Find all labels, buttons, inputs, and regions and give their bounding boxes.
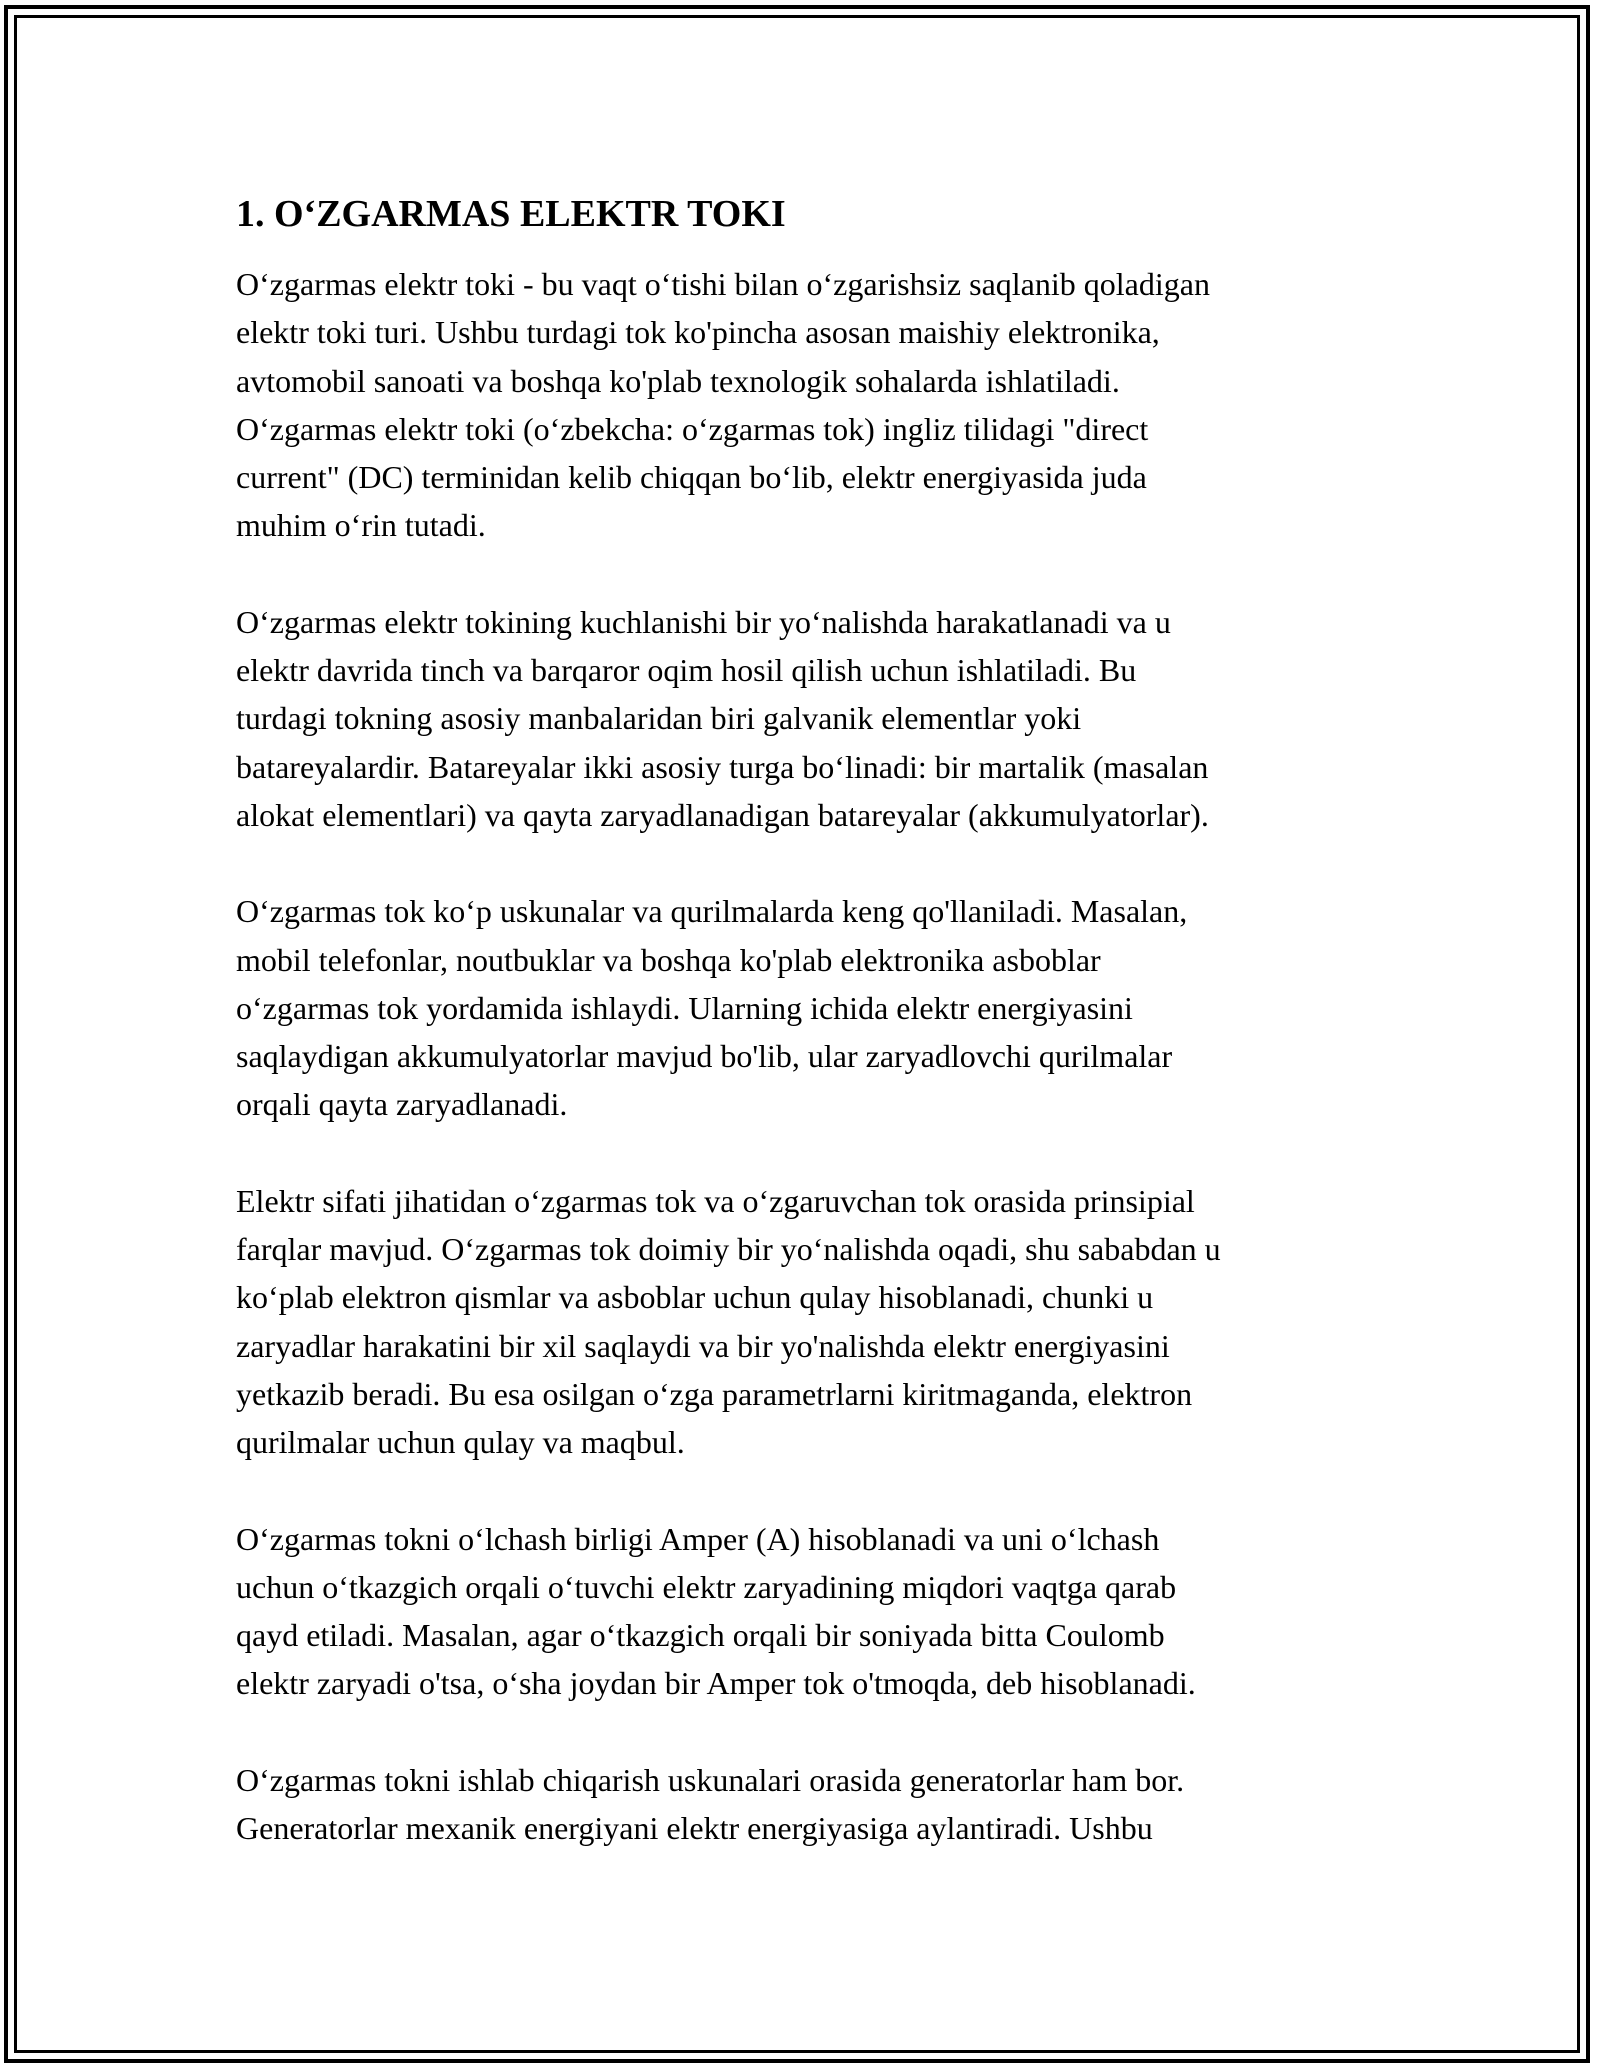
text-line: O‘zgarmas elektr tokining kuchlanishi bir yo‘nalishda harakatlanadi va u xyxy=(236,603,1171,640)
text-line: muhim o‘rin tutadi. xyxy=(236,507,486,544)
paragraph xyxy=(236,1756,1376,1853)
text-line: elektr toki turi. Ushbu turdagi tok ko'pincha asosan maishiy elektronika, xyxy=(236,314,1160,351)
paragraph xyxy=(236,260,1376,550)
text-line: saqlaydigan akkumulyatorlar mavjud bo'lib, ular zaryadlovchi qurilmalar xyxy=(236,1038,1173,1075)
text-line: ko‘plab elektron qismlar va asboblar uchun qulay hisoblanadi, chunki u xyxy=(236,1279,1154,1316)
text-line: orqali qayta zaryadlanadi. xyxy=(236,1086,568,1123)
document-body xyxy=(236,188,1376,1900)
text-line: mobil telefonlar, noutbuklar va boshqa ko'plab elektronika asboblar xyxy=(236,941,1101,978)
paragraph xyxy=(236,887,1376,1128)
text-line: o‘zgarmas tok yordamida ishlaydi. Ularning ichida elektr energiyasini xyxy=(236,989,1133,1026)
text-line: O‘zgarmas tokni ishlab chiqarish uskunalari orasida generatorlar ham bor. xyxy=(236,1761,1185,1798)
text-line: farqlar mavjud. O‘zgarmas tok doimiy bir yo‘nalishda oqadi, shu sababdan u xyxy=(236,1231,1221,1268)
text-line: O‘zgarmas elektr toki - bu vaqt o‘tishi bilan o‘zgarishsiz saqlanib qoladigan xyxy=(236,266,1210,302)
text-line: turdagi tokning asosiy manbalaridan biri galvanik elementlar yoki xyxy=(236,700,1082,737)
text-line: Generatorlar mexanik energiyani elektr energiyasiga aylantiradi. Ushbu xyxy=(236,1810,1153,1847)
text-line: alokat elementlari) va qayta zaryadlanadigan batareyalar (akkumulyatorlar). xyxy=(236,796,1209,833)
text-line: O‘zgarmas elektr toki (o‘zbekcha: o‘zgarmas tok) ingliz tilidagi "direct xyxy=(236,410,1149,447)
text-line: qurilmalar uchun qulay va maqbul. xyxy=(236,1424,685,1461)
text-line: yetkazib beradi. Bu esa osilgan o‘zga parametrlarni kiritmaganda, elektron xyxy=(236,1375,1193,1412)
text-line: elektr davrida tinch va barqaror oqim hosil qilish uchun ishlatiladi. Bu xyxy=(236,652,1137,689)
text-line: Elektr sifati jihatidan o‘zgarmas tok va o‘zgaruvchan tok orasida prinsipial xyxy=(236,1182,1195,1219)
text-line: zaryadlar harakatini bir xil saqlaydi va bir yo'nalishda elektr energiyasini xyxy=(236,1327,1170,1364)
text-line: current" (DC) terminidan kelib chiqqan bo‘lib, elektr energiyasida juda xyxy=(236,459,1147,496)
text-line: qayd etiladi. Masalan, agar o‘tkazgich orqali bir soniyada bitta Coulomb xyxy=(236,1617,1165,1654)
text-line: avtomobil sanoati va boshqa ko'plab texnologik sohalarda ishlatiladi. xyxy=(236,362,1120,399)
section-heading: 1. O‘ZGARMAS ELEKTR TOKI xyxy=(236,193,786,235)
paragraph xyxy=(236,598,1376,839)
text-line: O‘zgarmas tok ko‘p uskunalar va qurilmalarda keng qo'llaniladi. Masalan, xyxy=(236,893,1188,930)
paragraph xyxy=(236,1177,1376,1467)
text-line: elektr zaryadi o'tsa, o‘sha joydan bir Amper tok o'tmoqda, deb hisoblanadi. xyxy=(236,1665,1196,1702)
paragraph xyxy=(236,1515,1376,1708)
text-line: batareyalardir. Batareyalar ikki asosiy turga bo‘linadi: bir martalik (masalan xyxy=(236,748,1209,785)
text-line: O‘zgarmas tokni o‘lchash birligi Amper (A) hisoblanadi va uni o‘lchash xyxy=(236,1520,1160,1557)
text-line: uchun o‘tkazgich orqali o‘tuvchi elektr zaryadining miqdori vaqtga qarab xyxy=(236,1568,1177,1605)
